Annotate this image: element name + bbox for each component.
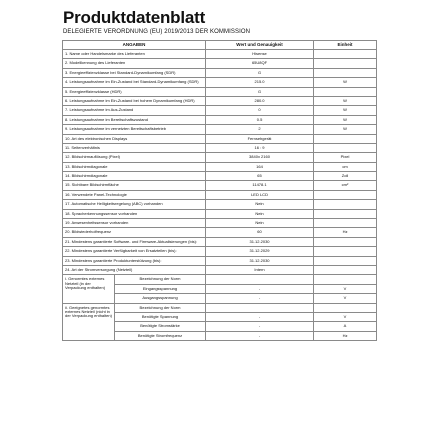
row-unit: W — [314, 96, 377, 105]
row-description: 13. Bildschirmdiagonale — [63, 162, 206, 171]
row-value: 164 — [206, 162, 314, 171]
row-description: 3. Energieeffizienzklasse bei Standard-Dynamikumfang (SDR) — [63, 68, 206, 77]
row-value: 60 — [206, 228, 314, 237]
row-value: 31.12.2030 — [206, 256, 314, 265]
row-unit — [314, 265, 377, 274]
row-description: 11. Seitenverhältnis — [63, 143, 206, 152]
row-value: 65 — [206, 172, 314, 181]
row-description: 20. Bildwiederholfrequenz — [63, 228, 206, 237]
row-value: 31.12.2029 — [206, 247, 314, 256]
row-description: 15. Sichtbare Bildschirmfläche — [63, 181, 206, 190]
row-value: 280.0 — [206, 96, 314, 105]
row-description: 12. Bildschirmauflösung (Pixel) — [63, 153, 206, 162]
row-description: 10. Art des elektronischen Displays — [63, 134, 206, 143]
row-value: 0 — [206, 106, 314, 115]
psu-item-value: - — [206, 284, 314, 293]
table-row — [63, 153, 377, 162]
row-description: 4. Leistungsaufnahme im Ein-Zustand bei Standard-Dynamikumfang (SDR) — [63, 78, 206, 87]
table-row — [63, 265, 377, 274]
row-description: 7. Leistungsaufnahme im Aus-Zustand — [63, 106, 206, 115]
psu-group-label: ii. Geeignetes genormtes externes Netzteil (nicht in der Verpackung enthalten) — [63, 303, 115, 341]
table-row — [63, 115, 377, 124]
sheet-subtitle: DELEGIERTE VERORDNUNG (EU) 2019/2013 DER KOMMISSION — [63, 29, 251, 35]
row-value: 16 : 9 — [206, 143, 314, 152]
row-value: G — [206, 87, 314, 96]
row-value: Fernsehgerät — [206, 134, 314, 143]
table-row — [63, 247, 377, 256]
row-unit: W — [314, 78, 377, 87]
table-row — [63, 143, 377, 152]
table-row — [63, 181, 377, 190]
psu-item-label: Bezeichnung der Norm — [115, 303, 206, 312]
table-row — [63, 190, 377, 199]
row-value: Nein — [206, 219, 314, 228]
psu-item-unit — [314, 303, 377, 312]
row-unit — [314, 87, 377, 96]
row-value: Nein — [206, 200, 314, 209]
row-description: 6. Leistungsaufnahme im Ein-Zustand bei hohem Dynamikumfang (HDR) — [63, 96, 206, 105]
row-unit — [314, 59, 377, 68]
table-row — [63, 50, 377, 59]
row-unit — [314, 190, 377, 199]
row-unit — [314, 237, 377, 246]
psu-item-unit: V — [314, 284, 377, 293]
row-description: 14. Bildschirmdiagonale — [63, 172, 206, 181]
row-description: 17. Automatische Helligkeitsregelung (ABC) vorhanden — [63, 200, 206, 209]
row-description: 9. Leistungsaufnahme im vernetzten Bereitschaftsbetrieb — [63, 125, 206, 134]
psu-item-value — [206, 303, 314, 312]
row-description: 19. Anwesenheitssensor vorhanden — [63, 219, 206, 228]
row-value: 215.0 — [206, 78, 314, 87]
psu-item-unit: Hz — [314, 331, 377, 340]
table-row — [63, 68, 377, 77]
row-unit: cm — [314, 162, 377, 171]
row-description: 16. Verwendete Panel-Technologie — [63, 190, 206, 199]
table-row — [63, 172, 377, 181]
table-row — [63, 125, 377, 134]
psu-item-label: Benötigte Spannung — [115, 312, 206, 321]
row-value: LED LCD — [206, 190, 314, 199]
header-desc: ANGABEN — [63, 41, 206, 50]
table-row — [63, 228, 377, 237]
psu-item-unit: V — [314, 294, 377, 303]
row-unit — [314, 209, 377, 218]
psu-item-unit — [314, 275, 377, 284]
psu-item-label: Benötigte Stromstärke — [115, 322, 206, 331]
row-value: Hisense — [206, 50, 314, 59]
psu-item-value: - — [206, 312, 314, 321]
row-value: 3840x 2160 — [206, 153, 314, 162]
table-row — [63, 209, 377, 218]
table-row — [63, 237, 377, 246]
row-description: 8. Leistungsaufnahme im Bereitschaftszustand — [63, 115, 206, 124]
psu-item-unit: A — [314, 322, 377, 331]
table-row — [63, 275, 377, 284]
row-value: 2 — [206, 125, 314, 134]
header-unit: Einheit — [314, 41, 377, 50]
psu-item-value: - — [206, 294, 314, 303]
row-unit: W — [314, 115, 377, 124]
row-value: G — [206, 68, 314, 77]
row-unit: Zoll — [314, 172, 377, 181]
psu-item-label: Ausgangsspannung — [115, 294, 206, 303]
row-description: 21. Mindestens garantierte Software- und Firmware-Aktualisierungen (bis): — [63, 237, 206, 246]
psu-item-value: - — [206, 322, 314, 331]
table-row — [63, 96, 377, 105]
row-description: 1. Name oder Handelsmarke des Lieferanten — [63, 50, 206, 59]
table-header-row — [63, 41, 377, 50]
psu-item-unit: V — [314, 312, 377, 321]
table-row — [63, 78, 377, 87]
row-description: 24. Art der Stromversorgung (Netzteil) — [63, 265, 206, 274]
row-unit — [314, 247, 377, 256]
table-row — [63, 162, 377, 171]
row-value: Nein — [206, 209, 314, 218]
psu-item-value — [206, 275, 314, 284]
psu-item-label: Eingangsspannung — [115, 284, 206, 293]
row-description: 22. Mindestens garantierte Verfügbarkeit von Ersatzteilen (bis): — [63, 247, 206, 256]
table-row — [63, 134, 377, 143]
row-unit — [314, 200, 377, 209]
row-value: 31.12.2030 — [206, 237, 314, 246]
row-unit — [314, 143, 377, 152]
table-row — [63, 87, 377, 96]
row-description: 18. Spracherkennungssensor vorhanden — [63, 209, 206, 218]
row-value: Intern — [206, 265, 314, 274]
psu-item-label: Bezeichnung der Norm — [115, 275, 206, 284]
psu-group-label: i. Genormtes externes Netzteil (in der Verpackung enthalten) — [63, 275, 115, 303]
row-unit — [314, 219, 377, 228]
psu-item-label: Benötigte Stromfrequenz — [115, 331, 206, 340]
row-unit — [314, 50, 377, 59]
row-description: 5. Energieeffizienzklasse (HDR) — [63, 87, 206, 96]
row-value: 0.5 — [206, 115, 314, 124]
spec-table — [62, 40, 377, 341]
row-description: 2. Modellkennung des Lieferanten — [63, 59, 206, 68]
table-row — [63, 256, 377, 265]
psu-item-value: - — [206, 331, 314, 340]
table-row — [63, 59, 377, 68]
row-unit — [314, 256, 377, 265]
row-unit: W — [314, 106, 377, 115]
table-row — [63, 200, 377, 209]
row-unit: W — [314, 125, 377, 134]
table-row — [63, 303, 377, 312]
row-unit — [314, 134, 377, 143]
table-row — [63, 106, 377, 115]
row-description: 23. Mindestens garantierte Produktunterstützung (bis): — [63, 256, 206, 265]
header-value: Wert und Genauigkeit — [206, 41, 314, 50]
table-row — [63, 219, 377, 228]
row-unit: Pixel — [314, 153, 377, 162]
row-value: 65U8QF — [206, 59, 314, 68]
sheet-title: Produktdatenblatt — [63, 8, 206, 27]
row-value: 11478.1 — [206, 181, 314, 190]
row-unit: Hz — [314, 228, 377, 237]
row-unit — [314, 68, 377, 77]
row-unit: cm² — [314, 181, 377, 190]
